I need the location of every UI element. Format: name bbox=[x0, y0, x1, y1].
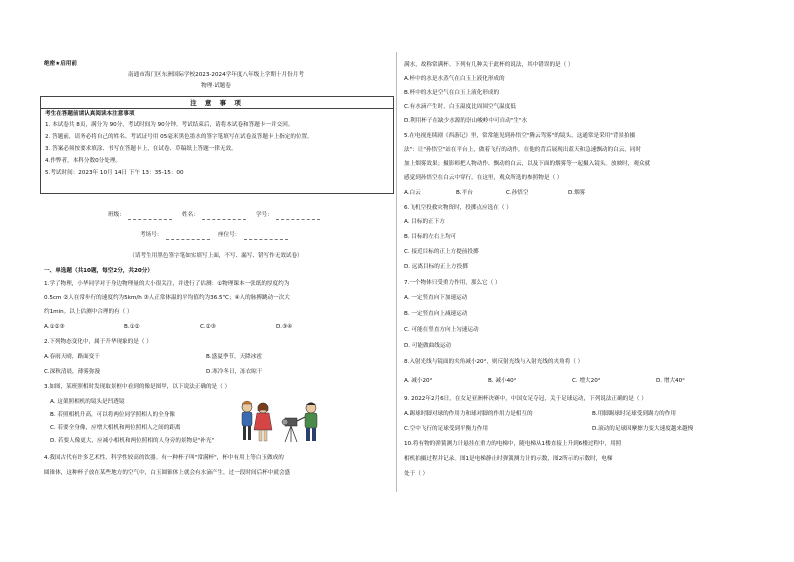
id-field[interactable] bbox=[276, 219, 320, 220]
q1-option-c[interactable]: C.②③ bbox=[200, 324, 216, 330]
q2-option-b[interactable]: B.盛夏季节，天降冰雹 bbox=[206, 354, 262, 360]
exam-title: 南通市海门区东洲国际学校2023-2024学年度八年级上学期十月份月考 bbox=[128, 72, 304, 78]
q5-option-c[interactable]: C.孙悟空 bbox=[506, 190, 529, 196]
q3-stem: 3.如图，某班照相时发现取景框中看到的像是图甲，以下说法正确的是（ ） bbox=[44, 384, 231, 390]
q4-line: 4.我国古代有许多艺术性、科学性较高的饮器。有一种杯子叫"常满杯"，杯中有用上等白玉做成的 bbox=[44, 455, 284, 461]
notice-box bbox=[40, 96, 394, 194]
notice-separator bbox=[41, 108, 393, 109]
q1-line: 0.5cm ②人在常步行的速度约为5km/h ③人正常体温的平均值约为36.5℃；④人的脉搏跳动一次大 bbox=[44, 295, 290, 301]
q4-continued: 满水，故称常满杯。下列有几种关于此杯的说法，其中错误的是（ ） bbox=[404, 62, 574, 68]
id-label: 学号： bbox=[256, 212, 273, 218]
q2-option-c[interactable]: C.深秋清晨，薄雾弥漫 bbox=[44, 369, 101, 375]
name-label: 姓名： bbox=[182, 212, 199, 218]
subject-title: 物理·试题卷 bbox=[201, 83, 231, 89]
q7-option-a[interactable]: A. 一定竖直向下加速运动 bbox=[404, 295, 468, 301]
q7-option-d[interactable]: D. 可能做曲线运动 bbox=[404, 343, 452, 349]
q5-line: 感觉到孙悟空在白云中穿行，在这里，观众所选的参照物是（ ） bbox=[404, 175, 563, 181]
person-middle-figure bbox=[254, 403, 272, 441]
q6-option-d[interactable]: D. 远离目标的正上方投掷 bbox=[404, 264, 468, 270]
column-divider bbox=[396, 52, 397, 492]
photo-figure bbox=[233, 398, 331, 446]
q3-option-a[interactable]: A. 这架照相机的镜头是凹透镜 bbox=[50, 399, 125, 405]
q8-stem: 8.入射光线与镜面的夹角减小20°，则反射光线与入射光线的夹角将（ ） bbox=[404, 359, 584, 365]
exam-no-label: 考场号： bbox=[140, 232, 163, 238]
q9-option-a[interactable]: A.踢球时脚对球的作用力和球对脚的作用力是相互的 bbox=[404, 411, 533, 417]
notice-item: 1. 本试卷共 8页，满分为 90分，考试时间为 90分钟。考试结束后，请将本试卷和答题卡一并交回。 bbox=[45, 122, 294, 128]
notice-item: 3. 答案必须按要求填涂、书写在答题卡上，在试卷、草稿纸上答题一律无效。 bbox=[45, 146, 237, 152]
q4-option-b[interactable]: B.杯中的水是空气在白玉上液化形成的 bbox=[404, 90, 500, 96]
notice-item: 2. 答题前，请务必将自己的姓名、考试证号用 05毫米黑色墨水的签字笔填写在试卷及答题卡上指定的位置。 bbox=[45, 134, 313, 140]
q7-option-b[interactable]: B. 一定竖直向上减速运动 bbox=[404, 311, 468, 317]
person-left-figure bbox=[242, 401, 252, 440]
seat-field[interactable] bbox=[244, 239, 288, 240]
section-heading: 一、单选题（共10题，每空2分，共20分） bbox=[44, 268, 153, 274]
q4-line: 圆锥体，这种杯子放在某些地方的空气中，白玉圆锥体上就会有水滴产生，过一段时间后杯中就会盛 bbox=[44, 470, 291, 476]
notice-lead: 考生在答题前请认真阅读本注意事项 bbox=[45, 111, 135, 117]
q9-option-d[interactable]: D.滚动的足球因摩擦力变大速度越来越慢 bbox=[592, 426, 694, 432]
q7-option-c[interactable]: C. 可能在竖直方向上匀速运动 bbox=[404, 327, 479, 333]
class-label: 班级： bbox=[108, 212, 125, 218]
notice-title: 注 意 事 项 bbox=[190, 99, 244, 107]
q4-option-d[interactable]: D.利用杯子在缺少水源的崇山峻岭中可自动"生"水 bbox=[404, 118, 528, 124]
q10-line: 10.将有物的弹簧测力计悬挂在重力的电梯中，随电梯从1楼直接上升到6楼过程中，用照 bbox=[404, 441, 622, 447]
notice-item: 5.考试时间：2023年 10月 14日 下午 13：35-15：00 bbox=[45, 170, 184, 176]
q6-option-a[interactable]: A. 目标的正下方 bbox=[404, 219, 445, 225]
q6-stem: 6.飞机空投救灾物资时，投掷点应选在（ ） bbox=[404, 205, 512, 211]
q10-line: 处于（ ） bbox=[404, 471, 429, 477]
q2-option-d[interactable]: D.寒冷冬日，冻衣晾干 bbox=[206, 369, 263, 375]
q5-option-a[interactable]: A.白云 bbox=[404, 190, 421, 196]
q3-option-b[interactable]: B. 若照相机升高，可以将两位同学照相人的全身像 bbox=[50, 412, 175, 418]
q6-option-c[interactable]: C. 接近目标的正上方提前投掷 bbox=[404, 249, 479, 255]
q1-option-b[interactable]: B.①② bbox=[124, 324, 140, 330]
q2-option-a[interactable]: A.春雨天晴，路面变干 bbox=[44, 354, 100, 360]
q1-option-d[interactable]: D.③④ bbox=[276, 324, 293, 330]
q9-stem: 9. 2022年2月6日，在女足亚洲杯决赛中，中国女足夺冠，关于足球运动，下列说法正确的是（ ） bbox=[404, 396, 647, 402]
fill-warning: （请考生用黑色签字笔如实填写上面，不写、漏写、错写作无效试卷） bbox=[129, 253, 303, 259]
q3-option-d[interactable]: D. 若要人像更大，应减小相机和两位照相的人身旁的景物是"补光" bbox=[50, 438, 215, 444]
q5-line: 5.在电视连续剧《西游记》里，常常能见到孙悟空"腾云驾雾"的镜头，这通常是采用"背景拍摄 bbox=[404, 133, 636, 139]
q6-option-b[interactable]: B. 目标的左右上均可 bbox=[404, 234, 457, 240]
q8-option-c[interactable]: C. 增大20° bbox=[572, 378, 601, 384]
q1-option-a[interactable]: A.①②③ bbox=[44, 324, 65, 330]
q5-line: 法"：让"孙悟空"站在平台上，做着飞行的动作，在他的背后展现出蓝天和急速飘动的白云，同时 bbox=[404, 147, 642, 153]
exam-no-field[interactable] bbox=[166, 239, 210, 240]
q7-stem: 7.一个物体只受重力作用，那么它（ ） bbox=[404, 280, 501, 286]
seat-label: 座位号： bbox=[218, 232, 241, 238]
q2-stem: 2.下列物态变化中，属于升华现象的是（ ） bbox=[44, 339, 152, 345]
class-field[interactable] bbox=[128, 219, 172, 220]
camera-tripod-figure bbox=[282, 418, 297, 442]
photographer-figure bbox=[297, 403, 317, 442]
q8-option-d[interactable]: D. 增大40° bbox=[656, 378, 685, 384]
q9-option-c[interactable]: C.空中飞行的足球受到平衡力作用 bbox=[404, 426, 488, 432]
q4-option-c[interactable]: C.有水滴产生时，白玉温度比周围空气温度低 bbox=[404, 104, 516, 110]
q10-line: 相机拍摄过程并记录。图1是电梯静止时弹簧测力计的示数，图2所示的示数时，电梯 bbox=[404, 456, 613, 462]
q8-option-a[interactable]: A. 减小20° bbox=[404, 378, 433, 384]
notice-item: 4.作弊者，本科分数0分处理。 bbox=[45, 158, 122, 164]
q1-line: 1.学了物理，小华同学对于身边物理量的大小很关注，并进行了估测：①物理课本一张纸的厚度约为 bbox=[44, 281, 290, 287]
secret-mark: 绝密★启用前 bbox=[44, 61, 77, 67]
q5-line: 加上烟雾效果；摄影师把人物动作、飘动的白云，以及下面的烟雾等一起摄入镜头。放映时，观众就 bbox=[404, 161, 651, 167]
name-field[interactable] bbox=[202, 219, 246, 220]
q5-option-b[interactable]: B.平台 bbox=[456, 190, 473, 196]
q1-line: 约1min。以上估测中合理的有（ ） bbox=[44, 309, 133, 315]
q9-option-b[interactable]: B.用脚踢球时足球受到踢力的作用 bbox=[592, 411, 676, 417]
q5-option-d[interactable]: D.烟雾 bbox=[568, 190, 586, 196]
q8-option-b[interactable]: B. 减小40° bbox=[488, 378, 517, 384]
q3-option-c[interactable]: C. 若要全身像，应增大相机和两位照相人之间的距离 bbox=[50, 425, 181, 431]
q4-option-a[interactable]: A.杯中的水是水蒸气在白玉上液化形成的 bbox=[404, 76, 505, 82]
